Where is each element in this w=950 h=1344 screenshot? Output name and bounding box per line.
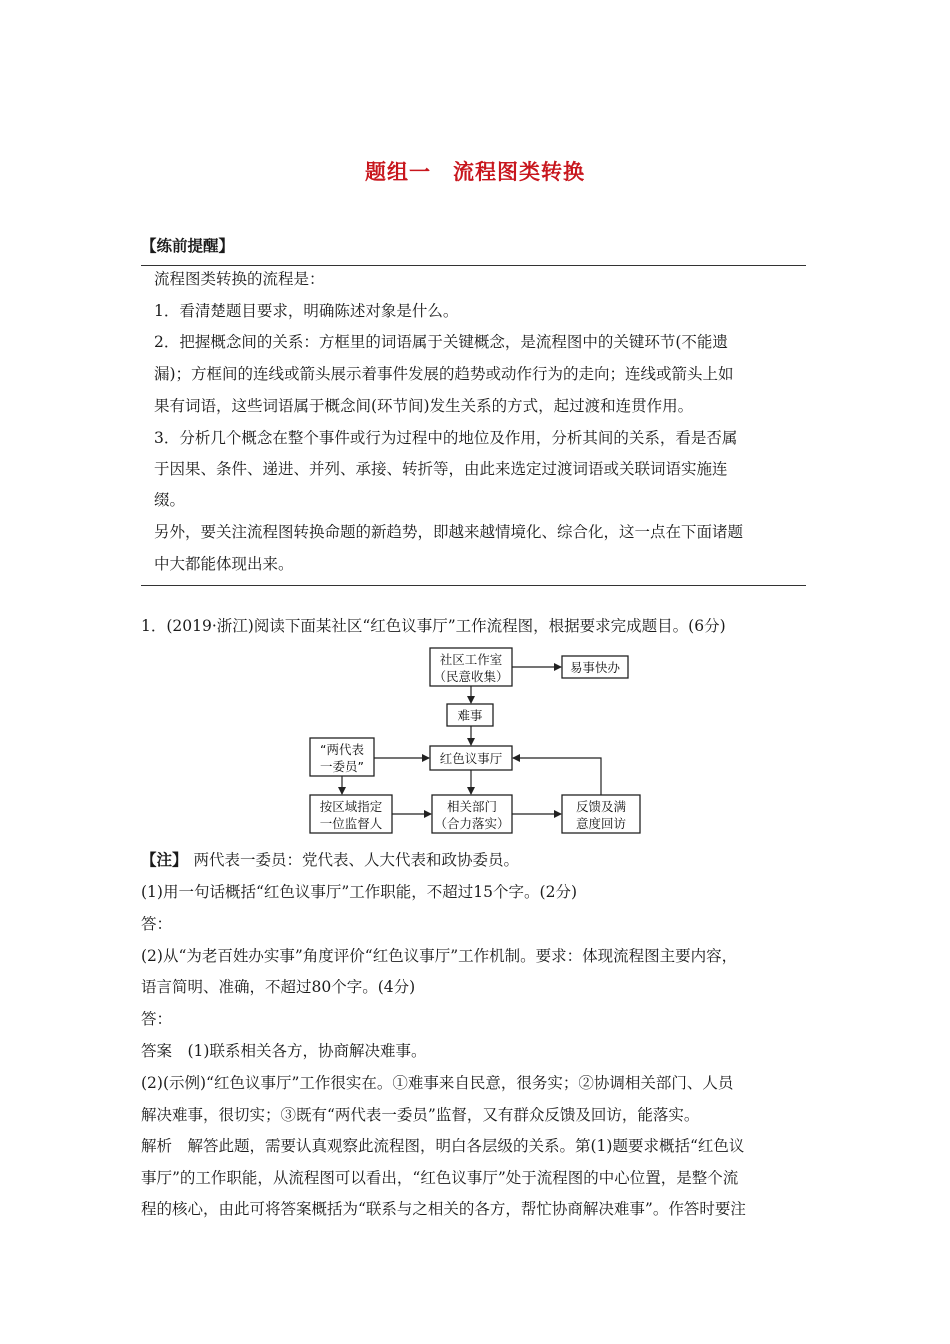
flow-arrow-feedback-hall — [513, 758, 601, 795]
flow-assign-line2: 一位监督人 — [319, 816, 383, 831]
tip-line: 流程图类转换的流程是： — [154, 270, 325, 288]
tip-line: 1．看清楚题目要求，明确陈述对象是什么。 — [154, 302, 459, 320]
answer-label-2: 答： — [141, 1010, 173, 1028]
flow-rep-line2: 一委员” — [320, 759, 364, 774]
flow-dept-line1: 相关部门 — [446, 799, 498, 814]
answer-label-1: 答： — [141, 915, 173, 933]
sub-question-2: (2)从“为老百姓办实事”角度评价“红色议事厅”工作机制。要求：体现流程图主要内容， — [141, 947, 738, 965]
answer-line: 解决难事，很切实；③既有“两代表一委员”监督，又有群众反馈及回访，能落实。 — [141, 1106, 700, 1124]
flow-easy-label: 易事快办 — [569, 660, 621, 675]
note-label: 【注】 — [141, 851, 188, 869]
tip-line: 另外，要关注流程图转换命题的新趋势，即越来越情境化、综合化，这一点在下面诸题 — [154, 523, 744, 541]
flow-dept-line2: （合力落实） — [434, 816, 510, 831]
flow-feedback-line1: 反馈及满 — [575, 799, 627, 814]
flow-feedback-line2: 意度回访 — [575, 816, 627, 831]
tip-line: 于因果、条件、递进、并列、承接、转折等，由此来选定过渡词语或关联词语实施连 — [154, 460, 728, 478]
flow-office-line1: 社区工作室 — [439, 652, 503, 667]
tip-heading: 【练前提醒】 — [141, 237, 235, 255]
section-title — [0, 156, 950, 186]
tip-line: 3．分析几个概念在整个事件或行为过程中的地位及作用，分析其间的关系，看是否属 — [154, 429, 738, 447]
analysis-line: 事厅”的工作职能，从流程图可以看出，“红色议事厅”处于流程图的中心位置，是整个流 — [141, 1169, 739, 1187]
tip-top-rule — [141, 265, 806, 266]
tip-line: 漏)；方框间的连线或箭头展示着事件发展的趋势或动作行为的走向；连线或箭头上如 — [154, 365, 734, 383]
sub-question-1: (1)用一句话概括“红色议事厅”工作职能，不超过15个字。(2分) — [141, 883, 577, 901]
flow-box-hard — [447, 704, 493, 726]
tip-line: 2．把握概念间的关系：方框里的词语属于关键概念，是流程图中的关键环节(不能遗 — [154, 333, 728, 351]
flowchart — [300, 640, 650, 840]
flow-office-line2: （民意收集） — [433, 669, 509, 684]
tip-bottom-rule — [141, 585, 806, 586]
flow-box-assign — [310, 795, 392, 833]
sub-question-2-cont: 语言简明、准确，不超过80个字。(4分) — [141, 978, 416, 996]
note-text: 两代表一委员：党代表、人大代表和政协委员。 — [193, 851, 520, 869]
section-title-number: 题组一 — [365, 160, 431, 184]
analysis-line: 解析 解答此题，需要认真观察此流程图，明白各层级的关系。第(1)题要求概括“红色议 — [141, 1137, 745, 1155]
flow-box-departments — [432, 795, 512, 833]
flow-box-representatives — [310, 738, 374, 776]
flow-assign-line1: 按区域指定 — [319, 799, 383, 814]
tip-line: 中大都能体现出来。 — [154, 555, 294, 573]
note — [141, 850, 519, 870]
flow-box-feedback — [562, 795, 640, 833]
flow-hard-label: 难事 — [457, 708, 483, 723]
flow-rep-line1: “两代表 — [320, 742, 364, 757]
flow-box-hall — [430, 746, 512, 770]
tip-line: 果有词语，这些词语属于概念间(环节间)发生关系的方式，起过渡和连贯作用。 — [154, 397, 694, 415]
answer-line: (2)(示例)“红色议事厅”工作很实在。①难事来自民意，很务实；②协调相关部门、人员 — [141, 1074, 734, 1092]
analysis-line: 程的核心，由此可将答案概括为“联系与之相关的各方，帮忙协商解决难事”。作答时要注 — [141, 1200, 746, 1218]
answer-line: 答案 (1)联系相关各方，协商解决难事。 — [141, 1042, 427, 1060]
flow-hall-label: 红色议事厅 — [439, 751, 503, 766]
question-stem: 1．(2019·浙江)阅读下面某社区“红色议事厅”工作流程图，根据要求完成题目。(6分) — [141, 617, 726, 635]
tip-line: 缀。 — [154, 491, 186, 509]
flow-box-easy — [562, 656, 628, 678]
flow-box-office — [430, 648, 512, 686]
section-title-text: 流程图类转换 — [453, 160, 585, 184]
